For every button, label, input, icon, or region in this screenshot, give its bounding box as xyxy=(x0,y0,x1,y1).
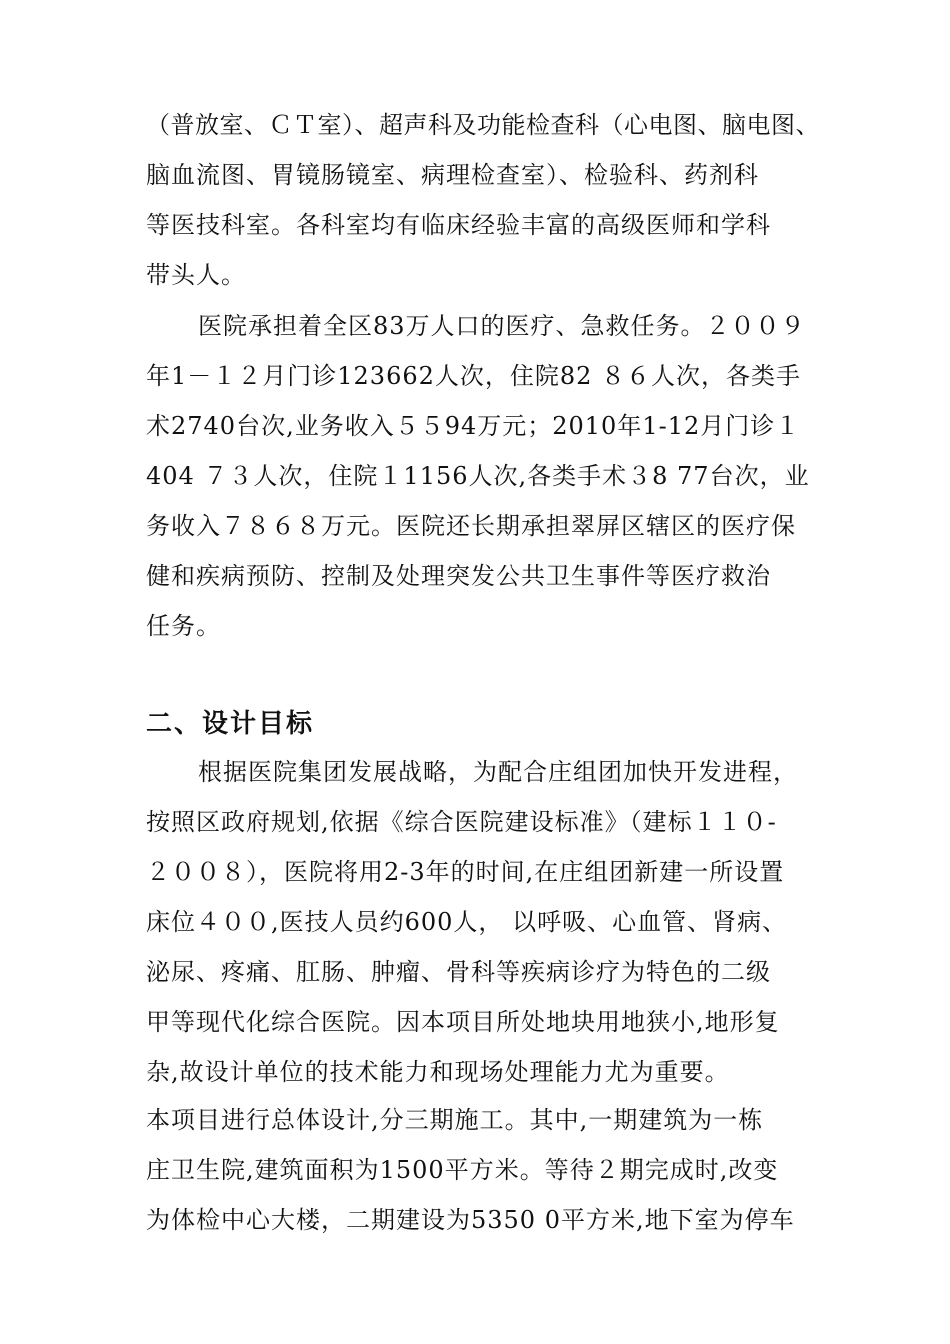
paragraph-4-line-1: 本项目进行总体设计,分三期施工。其中,一期建筑为一栋 xyxy=(146,1106,764,1134)
paragraph-2-line-4: 404 ７３人次，住院１1156人次,各类手术３8 77台次，业 xyxy=(146,462,810,490)
paragraph-2-line-1: 医院承担着全区83万人口的医疗、急救任务。２００９ xyxy=(198,312,806,340)
paragraph-1-line-2: 脑血流图、胃镜肠镜室、病理检查室）、检验科、药剂科 xyxy=(146,161,759,189)
paragraph-3-line-1: 根据医院集团发展战略，为配合庄组团加快开发进程， xyxy=(198,758,798,786)
paragraph-3-line-2: 按照区政府规划,依据《综合医院建设标准》（建标１１０- xyxy=(146,808,777,836)
paragraph-2-line-2: 年1－１２月门诊123662人次，住院82 ８６人次，各类手 xyxy=(146,362,802,390)
paragraph-2-line-5: 务收入７８６８万元。医院还长期承担翠屏区辖区的医疗保 xyxy=(146,512,796,540)
paragraph-1-line-3: 等医技科室。各科室均有临床经验丰富的高级医师和学科 xyxy=(146,211,771,239)
paragraph-1-line-1: （普放室、ＣＴ室）、超声科及功能检查科（心电图、脑电图、 xyxy=(146,111,820,139)
paragraph-2-line-6: 健和疾病预防、控制及处理突发公共卫生事件等医疗救治 xyxy=(146,562,771,590)
paragraph-4-line-3: 为体检中心大楼，二期建设为5350 0平方米,地下室为停车 xyxy=(146,1206,795,1234)
paragraph-1-line-4: 带头人。 xyxy=(146,261,246,289)
paragraph-3-line-4: 床位４００,医技人员约600人， 以呼吸、心血管、肾病、 xyxy=(146,908,788,936)
paragraph-3-line-3: ２００８），医院将用2-3年的时间,在庄组团新建一所设置 xyxy=(146,858,785,886)
section-heading: 二、设计目标 xyxy=(146,709,315,739)
paragraph-4-line-2: 庄卫生院,建筑面积为1500平方米。等待２期完成时,改变 xyxy=(146,1156,779,1184)
paragraph-3-line-6: 甲等现代化综合医院。因本项目所处地块用地狭小,地形复 xyxy=(146,1008,780,1036)
paragraph-2-line-7: 任务。 xyxy=(146,612,221,640)
paragraph-3-line-7: 杂,故设计单位的技术能力和现场处理能力尤为重要。 xyxy=(146,1058,730,1086)
paragraph-3-line-5: 泌尿、疼痛、肛肠、肿瘤、骨科等疾病诊疗为特色的二级 xyxy=(146,958,771,986)
paragraph-2-line-3: 术2740台次,业务收入５５94万元；2010年1-12月门诊１ xyxy=(146,412,801,440)
